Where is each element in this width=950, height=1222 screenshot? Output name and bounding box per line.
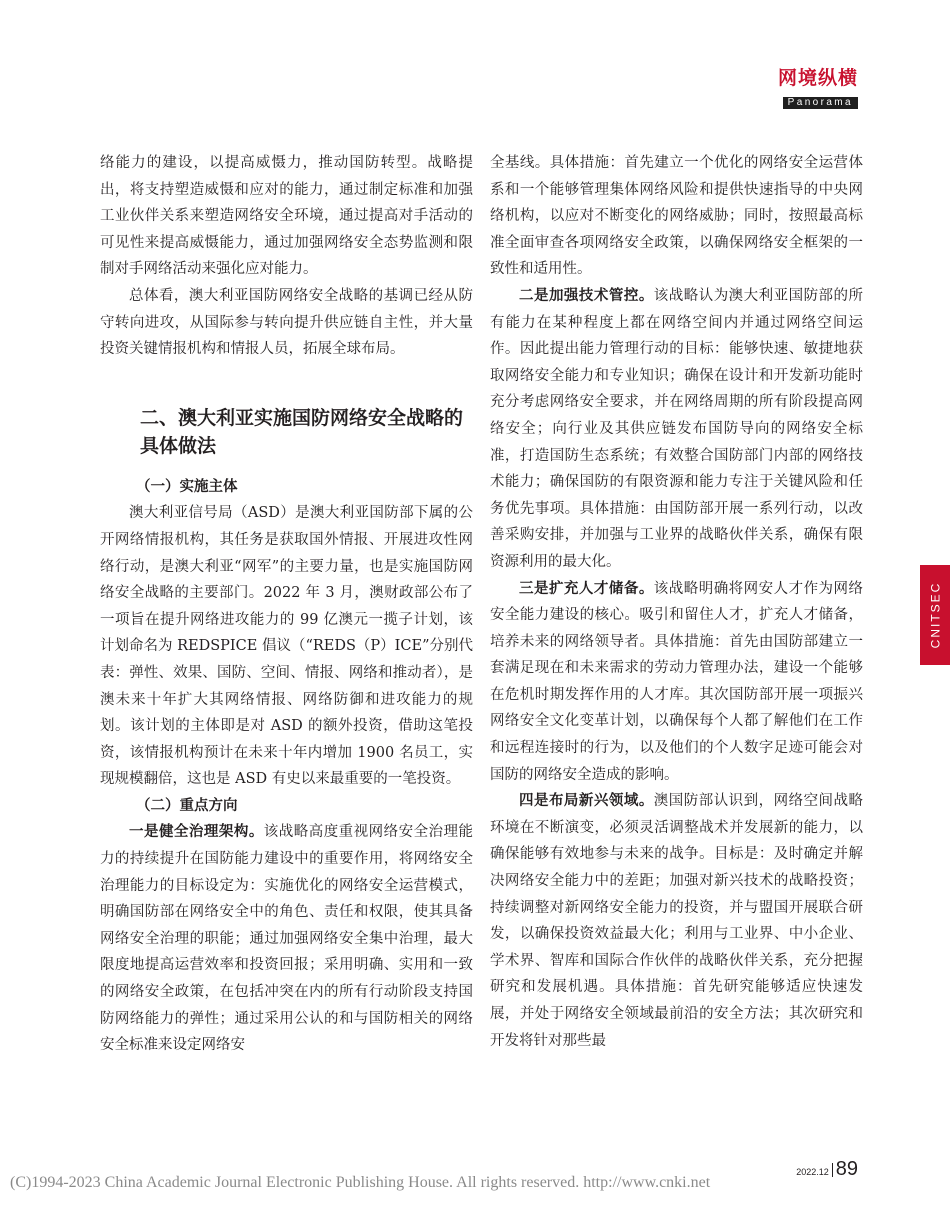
paragraph: 络能力的建设，以提高威慑力，推动国防转型。战略提出，将支持塑造威慑和应对的能力，通过制定标准和加强工业伙伴关系来塑造网络安全环境，通过提高对手活动的可见性来提高威慑能力，通过加强网络安全态势监测和限制对手网络活动来强化应对能力。 [100,155,473,278]
paragraph-body: 澳国防部认识到，网络空间战略环境在不断演变，必须灵活调整战术并发展新的能力，以确保能够有效地参与未来的战争。目标是：及时确定并解决网络安全能力中的差距；加强对新兴技术的战略投资；持续调整对新网络安全能力的投资，并与盟国开展联合研发，以确保投资效益最大化；利用与工业界、中小企业、学术界、智库和国际合作伙伴的战略伙伴关系，充分把握研究和发展机遇。具体措施：首先研究能够适应快速发展，并处于网络安全领域最前沿的安全方法；其次研究和开发将针对那些最 [490,793,864,1049]
brand-subtitle: Panorama [783,97,858,109]
issue-date: 2022.12 [796,1167,829,1177]
paragraph-body: 该战略认为澳大利亚国防部的所有能力在某种程度上都在网络空间内并通过网络空间运作。因此提出能力管理行动的目标：能够快速、敏捷地获取网络安全能力和专业知识；确保在设计和开发新功能时充分考虑网络安全要求，并在网络周期的所有阶段提高网络安全；向行业及其供应链发布国防导向的网络安全标准，打造国防生态系统；有效整合国防部门内部的网络技术能力；确保国防的有限资源和能力专注于关键风险和任务优先事项。具体措施：由国防部开展一系列行动，以改善采购安排，并加强与工业界的战略伙伴关系，确保有限资源利用的最大化。 [490,287,864,570]
paragraph [490,576,863,789]
paragraph-body: 该战略高度重视网络安全治理能力的持续提升在国防能力建设中的重要作用，将网络安全治理能力的目标设定为：实施优化的网络安全运营模式，明确国防部在网络安全中的角色、责任和权限，使其具备网络安全治理的职能；通过加强网络安全集中治理，最大限度地提高运营效率和投资回报；采用明确、实用和一致的网络安全政策，在包括冲突在内的所有行动阶段支持国防网络能力的弹性；通过采用公认的和与国防相关的网络安全标准来设定网络安 [100,824,474,1054]
paragraph-lead: 二是加强技术管控。 [519,287,654,304]
paragraph-body: 该战略明确将网安人才作为网络安全能力建设的核心。吸引和留住人才，扩充人才储备，培养未来的网络领导者。具体措施：首先由国防部建立一套满足现在和未来需求的劳动力管理办法，建设一个能够在危机时期发挥作用的人才库。其次国防部开展一项振兴网络安全文化变革计划，以确保每个人都了解他们在工作和远程连接时的行为，以及他们的个人数字足迹可能会对国防的网络安全造成的影响。 [490,580,864,783]
paragraph [100,819,473,1058]
section-side-tab [920,565,950,665]
journal-brand [778,66,858,109]
paragraph-lead: 四是布局新兴领域。 [519,793,654,810]
subsection-heading: （一）实施主体 [136,478,238,495]
subsection-heading: （二）重点方向 [136,797,238,814]
paragraph: 总体看，澳大利亚国防网络安全战略的基调已经从防守转向进攻，从国际参与转向提升供应链自主性，并大量投资关键情报机构和情报人员，拓展全球布局。 [100,287,473,358]
paragraph [490,788,863,1054]
left-column [100,150,473,1059]
brand-title: 网境纵横 [777,67,858,89]
paragraph: 全基线。具体措施：首先建立一个优化的网络安全运营体系和一个能够管理集体网络风险和提供快速指导的中央网络机构，以应对不断变化的网络威胁；同时，按照最高标准全面审查各项网络安全政策，以确保网络安全框架的一致性和适用性。 [490,155,863,278]
right-column [490,150,863,1054]
paragraph-lead: 三是扩充人才储备。 [519,580,654,597]
paragraph: 澳大利亚信号局（ASD）是澳大利亚国防部下属的公开网络情报机构，其任务是获取国外情报、开展进攻性网络行动，是澳大利亚“网军”的主要力量，也是实施国防网络安全战略的主要部门。2022 年 3 月，澳财政部公布了一项旨在提升网络进攻能力的 99 亿澳元一揽子计划，该计划命名为 REDSPICE 倡议（“REDS（P）ICE”分别代表：弹性、效果、国防、空间、情报、网络和推动者），是澳未来十年扩大其网络情报、网络防御和进攻能力的规划。该计划的主体即是对 ASD 的额外投资，借助这笔投资，该情报机构预计在未来十年内增加 1900 名员工，实现规模翻倍，这也是 ASD 有史以来最重要的一笔投资。 [100,505,473,788]
section-heading: 二、澳大利亚实施国防网络安全战略的具体做法 [140,406,464,457]
page-number-value: 89 [835,1158,858,1180]
copyright-footer: (C)1994-2023 China Academic Journal Electronic Publishing House. All rights reserved. http://www.cnki.net [10,1174,711,1191]
side-tab-label: CNITSEC [928,581,943,649]
paragraph [490,283,863,576]
paragraph-lead: 一是健全治理架构。 [129,824,264,841]
